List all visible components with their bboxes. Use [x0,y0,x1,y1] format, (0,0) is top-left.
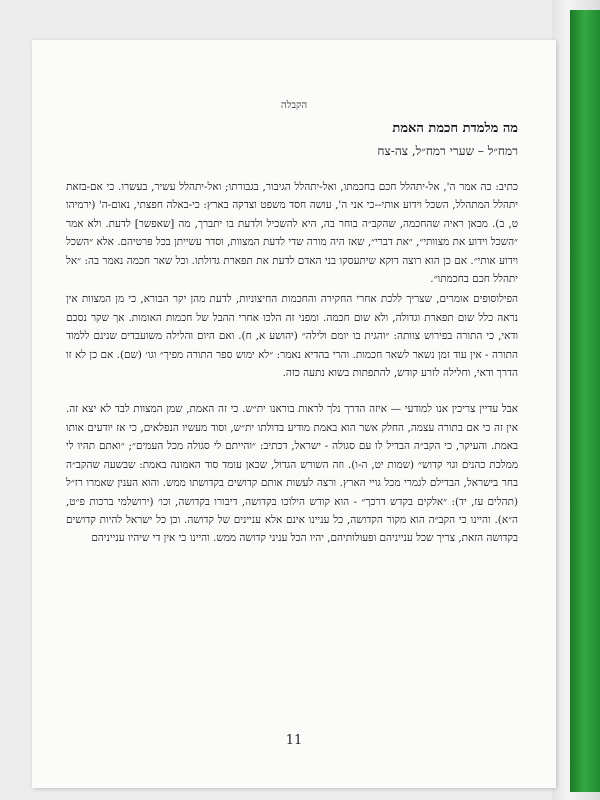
body-text [66,178,518,548]
page-number: 11 [285,733,303,748]
chapter-title: מה מלמדת חכמת האמת [392,121,518,136]
running-head: הקבלה [280,100,308,111]
paragraph-2: הפילוסופים אומרים, שצריך ללכת אחרי החקירה והחכמות החיצוניות, לדעת מהן יקר הבורא, כי מן המצוות אין נראה כלל שום תפארת וגדולה, ולא שום חכמה. ומפני זה הלכו אחרי ההבל של חכמות האומות. אך שקר נסכם ודאי, כי התורה בפירוש צוותה: ״והגית בו יומם ולילה״ (יהושע א, ח). ואם היום והלילה משועבדים שנינם ללמוד התורה - אין עוד זמן נשאר לשאר חכמות. והרי בהדיא נאמר: ״לא ימוש ספר התורה מפיך״ וגו׳ (שם). אם כן לא זו הדרך ודאי, וחלילה לזרע קודש, להתפתות בשוא נתעה כזה. [66,293,518,380]
paragraph-1: כתיב: כה אמר ה', אל-יתהלל חכם בחכמתו, ואל-יתהלל הגיבור, בגבורתו; ואל-יתהלל עשיר, בעשרו. כי אם-בזאת יתהלל המתהלל, השכל וידוע אותי--כי אני ה', עושה חסד משפט וצדקה בארץ: כי-באלה חפצתי, נאום-ה' (ירמיהו ט, ב). מכאן ראיה שהחכמה, שהקב״ה בוחר בה, היא להשכיל ולדעת בו יתברך, מה [שאפשר] לדעת. ולא אמר ״השכל וידוע את מצוותי״, ״את דברי״, שאז היה מורה שדי לדעת המצוות, וסדר עשייתן בכל פרטיהם. אלא ״השכל וידוע אותי״. אם כן הוא רוצה דוקא שיתעסקו בני האדם לדעת את תפארת גדולתו. וכל שאר חכמה נאמר בה: ״אל יתהלל חכם בחכמתו״. [66,181,518,286]
paragraph-3: אבל עדיין צריכין אנו למודעי — איזה הדרך נלך לראות בוראנו ית״ש. כי זה האמת, שמן המצוות לבד לא יצא זה. אין זה כי אם בתורה עצמה, החלק אשר הוא באמת מודיע בדולתו ית״ש, וסוד מעשיו הנפלאים, כי אז יודעים אותו באמת. והעיקר, כי הקב״ה הבדיל לו עם סגולה - ישראל, דכתיב: ״והייתם לי סגולה מכל העמים״; ״ואתם תהיו לי ממלכת כהנים וגוי קדוש״ (שמות יט, ה-ו). וזה השורש הגדול, שכאן עומד סוד האמונה באמת: שבשעה שהקב״ה בחר בישראל, הבדילם לגמרי מכל גויי הארץ. ורצה לעשות אותם קדושים בקדושתו ממש. והוא הענין שאמרו רז״ל (תהלים עז, יד): ״אלקים בקדש דרכך״ - הוא קודש הילוכו בקדושה, דיבורו בקדושה, וכו׳ (ירושלמי ברכות פ״ט, ה״א). והיינו כי הקב״ה הוא מקור הקדושה, כל עניינו אינם אלא עניינים של קדושה. וכן כל ישראל להיות קדושים בקדושה הזאת, צריך שכל ענייניהם ופעולותיהם, יהיו הכל עניני קדושה ממש. והיינו כי אין די שיהיו ענייניהם [66,403,518,545]
book-page [32,40,556,788]
source-citation: רמח״ל – שערי רמח״ל, צה-צח [377,144,518,158]
green-book-edge [570,10,600,792]
